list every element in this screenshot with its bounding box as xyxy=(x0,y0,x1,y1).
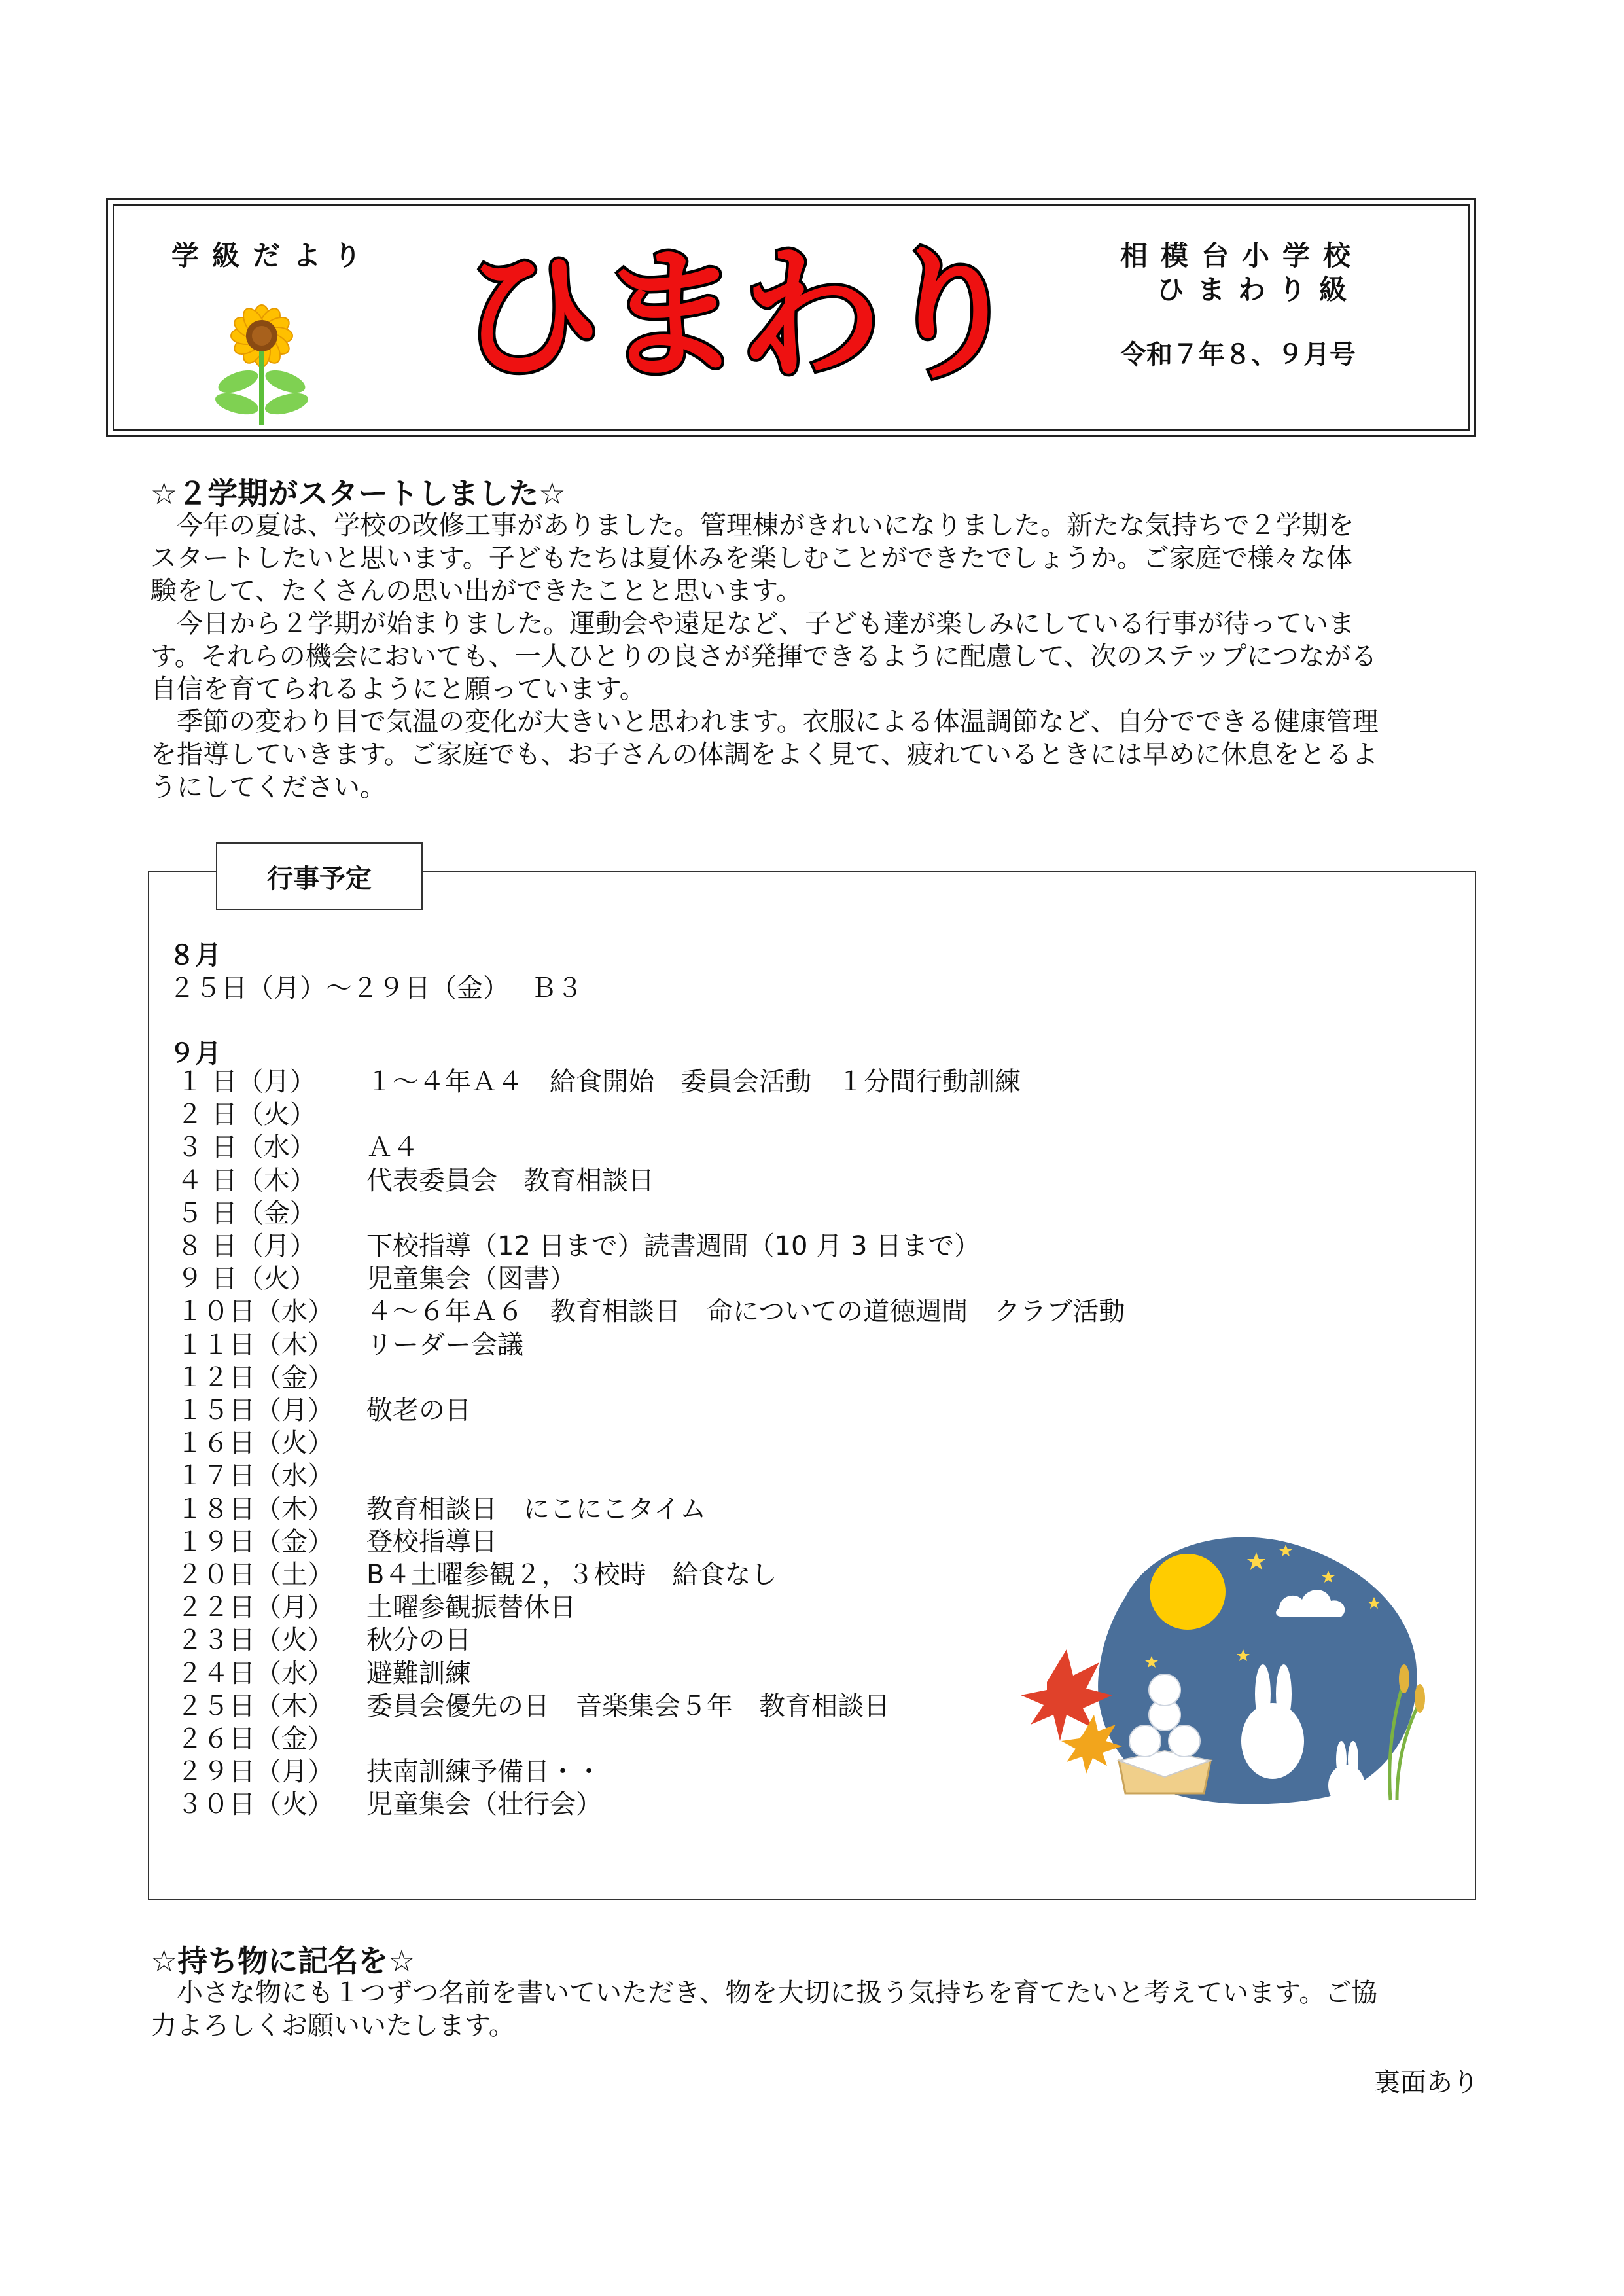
august-label: ８月 xyxy=(169,941,221,971)
moon-viewing-illustration xyxy=(1021,1518,1439,1806)
schedule-date: ２２日（月） xyxy=(177,1592,334,1623)
schedule-event: 登校指導日 xyxy=(366,1526,497,1557)
schedule-row xyxy=(177,1329,523,1361)
maple-leaf-icon xyxy=(1021,1649,1112,1741)
schedule-row xyxy=(177,1493,706,1526)
section1-line: 今日から２学期が始まりました。運動会や遠足など、子ども達が楽しみにしている行事が待っていま xyxy=(150,609,1354,639)
section1-body xyxy=(150,509,1379,804)
schedule-date: １６日（火） xyxy=(177,1428,334,1459)
schedule-row xyxy=(177,1591,576,1624)
schedule-event: 児童集会（壮行会） xyxy=(366,1789,602,1820)
schedule-date: ５ 日（金） xyxy=(177,1198,316,1229)
newsletter-label: 学級だより xyxy=(171,240,375,272)
schedule-event: １～４年Ａ４ 給食開始 委員会活動 １分間行動訓練 xyxy=(366,1067,1021,1097)
schedule-row xyxy=(177,1098,366,1131)
schedule-row xyxy=(177,1263,576,1295)
school-name: 相模台小学校 xyxy=(1120,240,1364,272)
schedule-event: 避難訓練 xyxy=(366,1658,471,1689)
schedule-row xyxy=(177,1394,471,1427)
schedule-row xyxy=(177,1690,890,1723)
reverse-side-note: 裏面あり xyxy=(1374,2068,1479,2098)
schedule-event: Ａ４ xyxy=(366,1132,419,1163)
schedule-row xyxy=(177,1066,1021,1098)
newsletter-title xyxy=(425,226,1053,403)
schedule-event: 教育相談日 にこにこタイム xyxy=(366,1494,707,1524)
section1-line: 験をして、たくさんの思い出ができたことと思います。 xyxy=(150,576,802,606)
schedule-row xyxy=(177,1295,1125,1328)
schedule-event: 扶南訓練予備日・・ xyxy=(366,1757,602,1787)
schedule-date: １９日（金） xyxy=(177,1526,334,1557)
sunflower-icon xyxy=(196,298,327,429)
schedule-event: 秋分の日 xyxy=(366,1625,471,1656)
schedule-date: １５日（月） xyxy=(177,1395,334,1426)
schedule-date: ４ 日（木） xyxy=(177,1165,316,1196)
schedule-row xyxy=(177,1624,471,1657)
schedule-date: １ 日（月） xyxy=(177,1067,316,1097)
schedule-date: ３ 日（水） xyxy=(177,1132,316,1163)
schedule-row xyxy=(177,1657,471,1690)
schedule-event: 代表委員会 教育相談日 xyxy=(366,1165,654,1196)
moon-icon xyxy=(1150,1554,1226,1630)
schedule-event: 児童集会（図書） xyxy=(366,1264,576,1295)
schedule-date: ２５日（木） xyxy=(177,1691,334,1721)
svg-text:ひまわり: ひまわり xyxy=(459,233,1019,399)
schedule-date: １７日（水） xyxy=(177,1461,334,1492)
schedule-date: ２９日（月） xyxy=(177,1757,334,1787)
schedule-row xyxy=(177,1723,366,1755)
schedule-event: ４～６年Ａ６ 教育相談日 命についての道徳週間 クラブ活動 xyxy=(366,1297,1125,1327)
schedule-row xyxy=(177,1755,602,1788)
section2-line: 力よろしくお願いいたします。 xyxy=(150,2011,515,2041)
section1-line: 自信を育てられるようにと願っています。 xyxy=(150,674,646,704)
section2-heading: ☆持ち物に記名を☆ xyxy=(150,1943,415,1979)
schedule-date: ３０日（火） xyxy=(177,1789,334,1820)
schedule-row xyxy=(177,1361,366,1394)
schedule-row xyxy=(177,1230,980,1263)
schedule-date: ２３日（火） xyxy=(177,1625,334,1656)
september-label: ９月 xyxy=(169,1039,221,1069)
schedule-date: ２０日（土） xyxy=(177,1560,334,1590)
schedule-row xyxy=(177,1558,777,1591)
schedule-row xyxy=(177,1788,602,1821)
schedule-row xyxy=(177,1164,654,1197)
schedule-date: １１日（木） xyxy=(177,1329,334,1360)
schedule-date: ９ 日（火） xyxy=(177,1264,316,1295)
schedule-row xyxy=(177,1131,419,1164)
section1-line: 季節の変わり目で気温の変化が大きいと思われます。衣服による体温調節など、自分でできる健康管理 xyxy=(150,707,1379,737)
issue-number: 令和７年８、９月号 xyxy=(1120,340,1356,370)
schedule-date: １０日（水） xyxy=(177,1297,334,1327)
section1-line: を指導していきます。ご家庭でも、お子さんの体調をよく見て、疲れているときには早めに休息をとるよ xyxy=(150,740,1378,770)
schedule-date: ２４日（水） xyxy=(177,1658,334,1689)
schedule-date: ８ 日（月） xyxy=(177,1231,316,1261)
section2-line: 小さな物にも１つずつ名前を書いていただき、物を大切に扱う気持ちを育てたいと考えています。ご協 xyxy=(150,1978,1378,2008)
schedule-event: リーダー会議 xyxy=(366,1329,523,1360)
schedule-date: １８日（木） xyxy=(177,1494,334,1524)
schedule-event: 土曜参観振替休日 xyxy=(366,1592,576,1623)
schedule-date: ２６日（金） xyxy=(177,1724,334,1754)
schedule-row xyxy=(177,1197,366,1230)
section2-body xyxy=(150,1977,1377,2042)
schedule-tab: 行事予定 xyxy=(216,842,423,910)
section1-line: スタートしたいと思います。子どもたちは夏休みを楽しむことができたでしょうか。ご家庭で様々な体 xyxy=(150,543,1352,573)
section1-line: 今年の夏は、学校の改修工事がありました。管理棟がきれいになりました。新たな気持ちで２学期を xyxy=(150,511,1354,541)
schedule-event: B４土曜参観２，３校時 給食なし xyxy=(366,1560,777,1590)
class-name: ひまわり級 xyxy=(1157,274,1360,306)
section1-heading: ☆２学期がスタートしました☆ xyxy=(150,476,566,511)
section1-line: す。それらの機会においても、一人ひとりの良さが発揮できるように配慮して、次のステップにつながる xyxy=(150,641,1377,672)
schedule-event: 敬老の日 xyxy=(366,1395,471,1426)
schedule-row xyxy=(177,1427,366,1460)
august-events: ２５日（月）～２９日（金） Ｂ３ xyxy=(169,973,583,1003)
schedule-row xyxy=(177,1526,497,1558)
schedule-date: ２ 日（火） xyxy=(177,1100,316,1130)
schedule-row xyxy=(177,1460,366,1492)
schedule-date: １２日（金） xyxy=(177,1362,334,1393)
schedule-event: 委員会優先の日 音楽集会５年 教育相談日 xyxy=(366,1691,890,1721)
schedule-event: 下校指導（12 日まで）読書週間（10 月 3 日まで） xyxy=(366,1231,981,1261)
section1-line: うにしてください。 xyxy=(150,772,386,802)
